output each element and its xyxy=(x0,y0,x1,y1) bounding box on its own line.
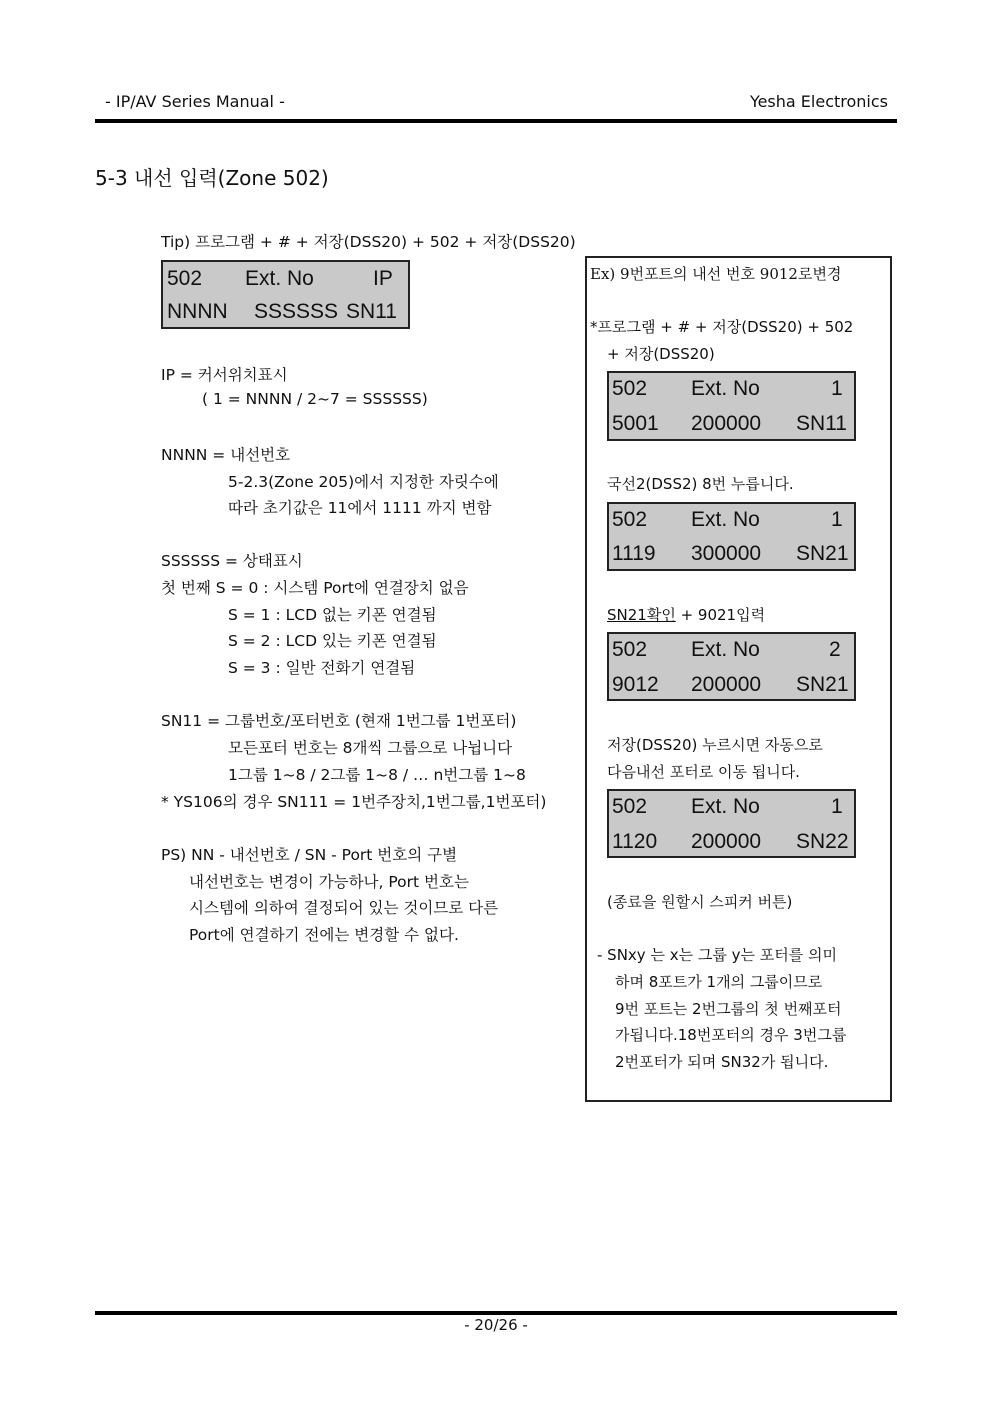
lcd-cell: 502 xyxy=(612,795,648,818)
example-step xyxy=(607,604,765,625)
sn-detail: 1그룹 1~8 / 2그룹 1~8 / … n번그룹 1~8 xyxy=(228,766,526,784)
status-first: 첫 번째 S = 0 : 시스템 Port에 연결장치 없음 xyxy=(161,579,469,597)
lcd-cell: IP xyxy=(373,267,393,290)
lcd-cell: SN21 xyxy=(796,542,849,565)
lcd-cell: 1 xyxy=(831,508,843,531)
status-item: S = 1 : LCD 없는 키폰 연결됨 xyxy=(228,606,437,624)
lcd-cell: Ext. No xyxy=(691,795,760,818)
lcd-cell: Ext. No xyxy=(245,267,314,290)
page-number: - 20/26 - xyxy=(464,1316,528,1334)
sn-confirm-label: SN21확인 xyxy=(607,606,676,624)
ps-line: PS) NN - 내선번호 / SN - Port 번호의 구별 xyxy=(161,846,458,864)
sn-line: SN11 = 그룹번호/포터번호 (현재 1번그룹 1번포터) xyxy=(161,712,517,730)
lcd-cell: SN11 xyxy=(346,300,397,323)
lcd-cell: 200000 xyxy=(691,673,762,696)
ip-detail: ( 1 = NNNN / 2~7 = SSSSSS) xyxy=(202,390,428,408)
lcd-cell: 200000 xyxy=(691,412,762,435)
lcd-cell: 1 xyxy=(831,795,843,818)
sn-note: * YS106의 경우 SN111 = 1번주장치,1번그룹,1번포터) xyxy=(161,793,547,811)
header-company: Yesha Electronics xyxy=(749,92,888,111)
example-title: Ex) 9번포트의 내선 번호 9012로변경 xyxy=(590,265,842,283)
example-step: 저장(DSS20) 누르시면 자동으로 xyxy=(607,736,823,754)
example-step: *프로그램 + # + 저장(DSS20) + 502 xyxy=(590,318,854,336)
header-title: - IP/AV Series Manual - xyxy=(105,92,285,111)
lcd-cell: 502 xyxy=(612,377,648,400)
ip-line: IP = 커서위치표시 xyxy=(161,366,288,384)
lcd-cell: Ext. No xyxy=(691,638,760,661)
lcd-cell: 502 xyxy=(612,638,648,661)
sn-explain: 9번 포트는 2번그룹의 첫 번째포터 xyxy=(615,1000,842,1018)
lcd-cell: 502 xyxy=(612,508,648,531)
sn-detail: 모든포터 번호는 8개씩 그룹으로 나뉩니다 xyxy=(228,739,513,757)
lcd-cell: 5001 xyxy=(612,412,659,435)
lcd-cell: SSSSSS xyxy=(254,300,339,323)
status-item: S = 2 : LCD 있는 키폰 연결됨 xyxy=(228,632,437,650)
nnnn-line: NNNN = 내선번호 xyxy=(161,446,291,464)
sn-explain: - SNxy 는 x는 그룹 y는 포터를 의미 xyxy=(597,946,837,964)
status-line: SSSSSS = 상태표시 xyxy=(161,552,303,570)
lcd-cell: 2 xyxy=(829,638,841,661)
lcd-cell: 1119 xyxy=(612,542,656,565)
lcd-cell: Ext. No xyxy=(691,508,760,531)
ps-line: Port에 연결하기 전에는 변경할 수 없다. xyxy=(189,926,459,944)
sn-explain: 가됩니다.18번포터의 경우 3번그룹 xyxy=(615,1026,847,1044)
lcd-cell: 1 xyxy=(831,377,843,400)
ps-line: 시스템에 의하여 결정되어 있는 것이므로 다른 xyxy=(189,899,499,917)
sn-input-label: + 9021입력 xyxy=(680,606,766,624)
example-step: + 저장(DSS20) xyxy=(607,345,715,363)
lcd-cell: SN22 xyxy=(796,830,849,853)
example-step: 국선2(DSS2) 8번 누릅니다. xyxy=(607,475,794,493)
lcd-cell: 1120 xyxy=(612,830,658,853)
example-lcd-2 xyxy=(607,502,856,571)
example-lcd-1 xyxy=(607,371,856,441)
lcd-cell: 502 xyxy=(167,267,203,290)
sn-explain: 하며 8포트가 1개의 그룹이므로 xyxy=(615,973,823,991)
header-rule xyxy=(95,119,897,123)
status-item: S = 3 : 일반 전화기 연결됨 xyxy=(228,659,416,677)
lcd-cell: SN11 xyxy=(796,412,847,435)
lcd-cell: 300000 xyxy=(691,542,762,565)
sn-explain: 2번포터가 되며 SN32가 됩니다. xyxy=(615,1053,829,1071)
main-lcd-display xyxy=(161,260,410,329)
nnnn-detail: 따라 초기값은 11에서 1111 까지 변함 xyxy=(228,499,492,517)
example-step: 다음내선 포터로 이동 됩니다. xyxy=(607,763,800,781)
lcd-cell: 9012 xyxy=(612,673,659,696)
lcd-cell: SN21 xyxy=(796,673,849,696)
lcd-cell: 200000 xyxy=(691,830,762,853)
lcd-cell: Ext. No xyxy=(691,377,760,400)
example-lcd-4 xyxy=(607,789,856,858)
example-lcd-3 xyxy=(607,632,856,701)
section-title: 5-3 내선 입력(Zone 502) xyxy=(95,166,329,190)
ps-line: 내선번호는 변경이 가능하나, Port 번호는 xyxy=(189,873,469,891)
nnnn-detail: 5-2.3(Zone 205)에서 지정한 자릿수에 xyxy=(228,473,499,491)
lcd-cell: NNNN xyxy=(167,300,228,323)
footer-rule xyxy=(95,1311,897,1315)
end-note: (종료을 원할시 스피커 버튼) xyxy=(607,893,793,911)
tip-line: Tip) 프로그램 + # + 저장(DSS20) + 502 + 저장(DSS20) xyxy=(161,233,576,251)
